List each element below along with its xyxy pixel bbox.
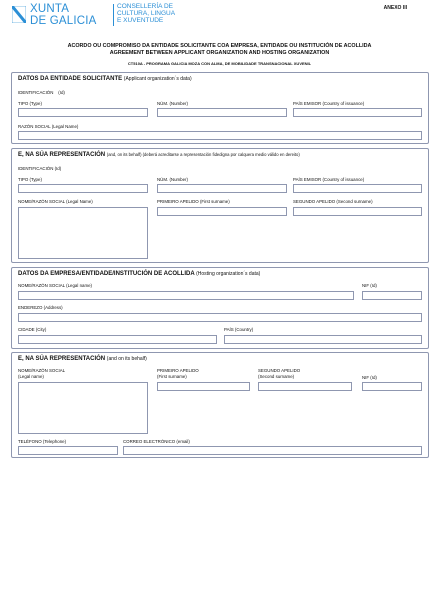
country-field[interactable] [293,108,422,117]
rep-number-label: NÚM. (Number) [157,177,188,182]
host-country-field[interactable] [224,335,422,344]
host-rep-name-label: NOME/RAZÓN SOCIAL (Legal name) [18,368,66,379]
legal-name-field[interactable] [18,131,422,140]
legal-name-label: RAZÓN SOCIAL (Legal Name) [18,124,79,129]
form-title-line1: ACORDO OU COMPROMISO DA ENTIDADE SOLICITANTE COA EMPRESA, ENTIDADE OU INSTITUCIÓN DE ACOLLIDA [67,43,372,49]
host-rep-surname2-label: SEGUNDO APELIDO (Second surname) [258,368,301,379]
host-city-field[interactable] [18,335,217,344]
section-applicant-representative [11,148,429,263]
host-name-field[interactable] [18,291,354,300]
section-host-title: DATOS DA EMPRESA/ENTIDADE/INSTITUCIÓN DE ACOLLIDA (Hosting organization´s data) [18,271,261,277]
host-address-label: ENDEREZO (Address) [18,305,63,310]
rep-country-field[interactable] [293,184,422,193]
ministry-line1: CONSELLERÍA DE [117,3,173,10]
xunta-logo-text [30,3,97,27]
host-rep-surname2-field[interactable] [258,382,352,391]
id-label: IDENTIFICACIÓN (Id) [18,90,65,95]
rep-country-label: PAÍS EMISOR (Country of issuance) [293,177,365,182]
rep-surname2-label: SEGUNDO APELIDO (Second surname) [293,199,373,204]
section-applicant-title: DATOS DA ENTIDADE SOLICITANTE (Applicant organization´s data) [18,76,192,82]
rep-number-field[interactable] [157,184,287,193]
host-rep-email-label: CORREO ELECTRÓNICO (email) [123,439,190,444]
rep-surname1-field[interactable] [157,207,287,216]
type-label: TIPO (Type) [18,101,42,106]
host-city-label: CIDADE (City) [18,327,47,332]
host-name-label: NOME/RAZÓN SOCIAL (Legal name) [18,283,93,288]
host-rep-email-field[interactable] [123,446,422,455]
host-rep-nif-field[interactable] [362,382,422,391]
rep-name-label: NOME/RAZÓN SOCIAL (Legal Name) [18,199,93,204]
ministry-line2: CULTURA, LINGUA [117,9,176,17]
host-rep-nif-label: NIF (Id) [362,375,377,380]
section-hosting-organization [11,267,429,349]
rep-surname2-field[interactable] [293,207,422,216]
section-host-representative [11,352,429,458]
ministry-line3: E XUVENTUDE [117,16,164,24]
rep-id-label: IDENTIFICACIÓN (Id) [18,166,62,171]
form-title-line2: AGREEMENT BETWEEN APPLICANT ORGANIZATION AND HOSTING ORGANIZATION [109,50,330,56]
annex-label: ANEXO III [383,5,407,11]
number-label: NÚM. (Number) [157,101,188,106]
xunta-flag-icon [12,6,26,23]
form-title [0,43,439,57]
type-field[interactable] [18,108,148,117]
ministry-name [117,4,175,24]
host-rep-phone-label: TELÉFONO (Telephone) [18,439,67,444]
logo-line1: XUNTA [30,3,70,15]
number-field[interactable] [157,108,287,117]
host-country-label: PAÍS (Country) [224,327,254,332]
rep-surname1-label: PRIMEIRO APELIDO (First surname) [157,199,230,204]
section-host-rep-title: E, NA SÚA REPRESENTACIÓN (and on its behalf) [18,356,147,362]
logo-line2: DE GALICIA [30,15,97,27]
form-subtitle: CT510A - PROGRAMA GALICIA MOZA CON ALMA, DE MOBILIDADE TRANSNACIONAL XUVENIL [127,61,312,66]
rep-name-field[interactable] [18,207,148,259]
rep-type-field[interactable] [18,184,148,193]
logo-divider [113,4,114,26]
rep-type-label: TIPO (Type) [18,177,42,182]
country-label: PAÍS EMISOR (Country of issuance) [293,101,365,106]
host-address-field[interactable] [18,313,422,322]
host-rep-surname1-field[interactable] [157,382,250,391]
section-applicant [11,72,429,144]
host-rep-surname1-label: PRIMEIRO APELIDO (First surname) [157,368,199,379]
host-rep-phone-field[interactable] [18,446,118,455]
host-nif-label: NIF (Id) [362,283,377,288]
host-rep-name-field[interactable] [18,382,148,434]
section-rep-title: E, NA SÚA REPRESENTACIÓN (and, on its behalf) (deberá acreditarse a representación fidedigna por calquera medio válido en dereito) [18,152,300,158]
host-nif-field[interactable] [362,291,422,300]
